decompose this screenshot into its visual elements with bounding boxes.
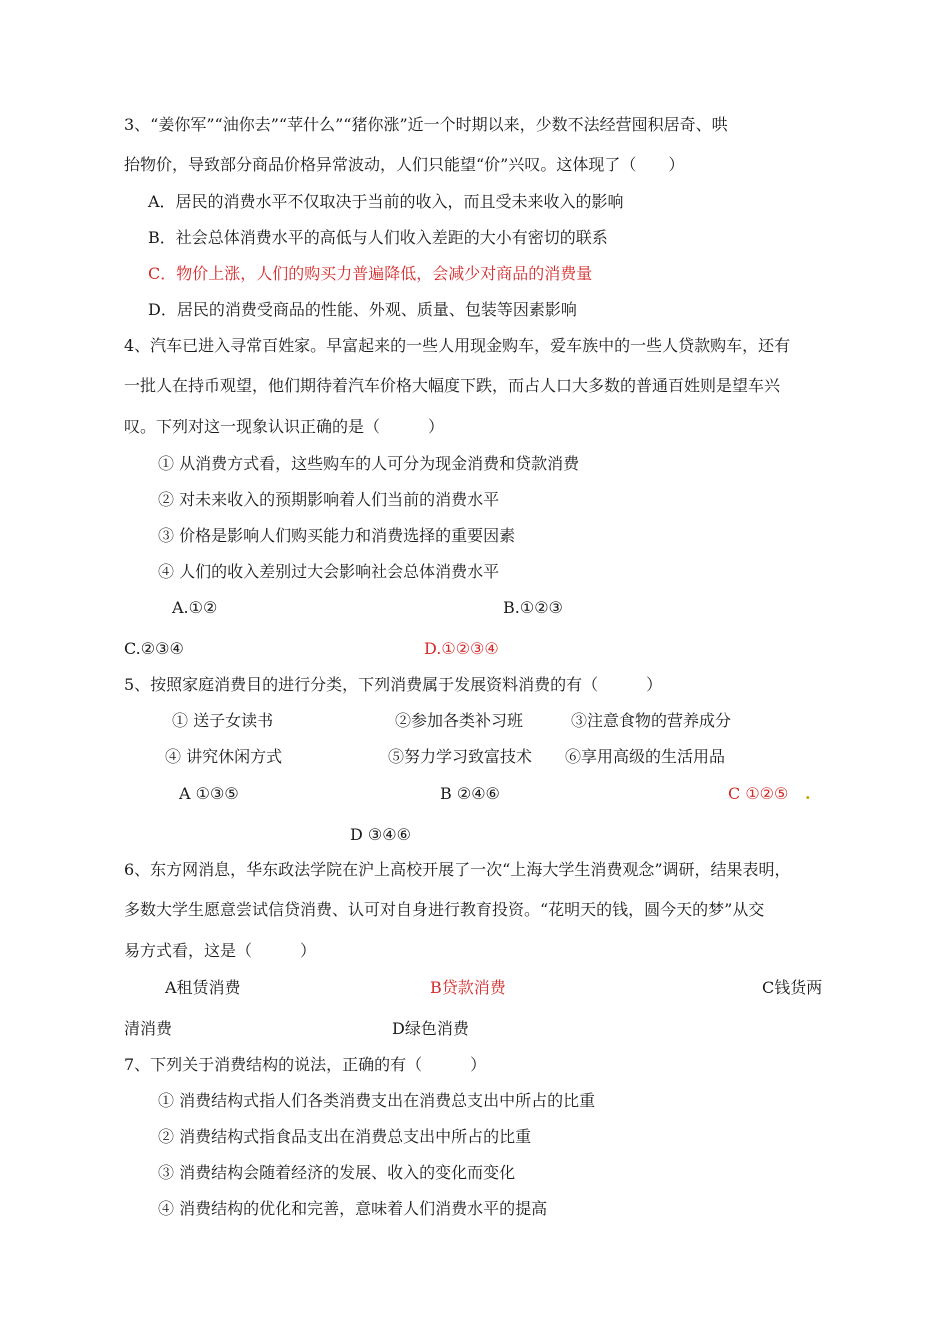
q6-stem-line2: 多数大学生愿意尝试信贷消费、认可对自身进行教育投资。“花明天的钱，圆今天的梦”从交 (124, 900, 765, 919)
q7-stem: 7、下列关于消费结构的说法，正确的有（ ） (124, 1055, 487, 1074)
q6-option-b-answer: B贷款消费 (430, 978, 506, 997)
q6-option-a: A租赁消费 (165, 978, 241, 997)
q5-option-c-answer: C ①②⑤ (728, 784, 789, 803)
q4-option-b: B.①②③ (503, 598, 563, 617)
q5-item-1: ① 送子女读书 (172, 711, 274, 730)
q6-stem-line1: 6、东方网消息，华东政法学院在沪上高校开展了一次“上海大学生消费观念”调研，结果表明， (124, 860, 791, 879)
q5-stem: 5、按照家庭消费目的进行分类，下列消费属于发展资料消费的有（ ） (124, 675, 663, 694)
q4-option-d-answer: D.①②③④ (424, 639, 499, 658)
q3-option-a: A．居民的消费水平不仅取决于当前的收入，而且受未来收入的影响 (148, 192, 624, 211)
q5-marker-dot: . (805, 784, 811, 803)
q4-item-3: ③ 价格是影响人们购买能力和消费选择的重要因素 (158, 526, 516, 545)
q4-stem-line3: 叹。下列对这一现象认识正确的是（ ） (124, 417, 445, 436)
q5-item-4: ④ 讲究休闲方式 (165, 747, 283, 766)
q4-stem-line2: 一批人在持币观望，他们期待着汽车价格大幅度下跌，而占人口大多数的普通百姓则是望车兴 (124, 376, 781, 395)
q6-option-c: C钱货两 (762, 978, 823, 997)
q3-stem-line1: 3、“姜你军”“油你去”“苹什么”“猪你涨”近一个时期以来，少数不法经营囤积居奇、哄 (124, 115, 728, 134)
q3-stem-line2: 抬物价，导致部分商品价格异常波动，人们只能望“价”兴叹。这体现了（ ） (124, 155, 685, 174)
q4-item-4: ④ 人们的收入差别过大会影响社会总体消费水平 (158, 562, 500, 581)
q5-item-6: ⑥享用高级的生活用品 (565, 747, 726, 766)
q3-option-b: B．社会总体消费水平的高低与人们收入差距的大小有密切的联系 (148, 228, 608, 247)
q5-option-b: B ②④⑥ (440, 784, 500, 803)
q6-stem-line3: 易方式看，这是（ ） (124, 941, 317, 960)
q5-option-d: D ③④⑥ (350, 825, 411, 844)
q7-item-2: ② 消费结构式指食品支出在消费总支出中所占的比重 (158, 1127, 532, 1146)
q6-option-d: D绿色消费 (392, 1019, 469, 1038)
q5-option-a: A ①③⑤ (179, 784, 239, 803)
q4-stem-line1: 4、汽车已进入寻常百姓家。早富起来的一些人用现金购车，爱车族中的一些人贷款购车，还有 (124, 336, 791, 355)
q4-option-a: A.①② (172, 598, 218, 617)
q7-item-1: ① 消费结构式指人们各类消费支出在消费总支出中所占的比重 (158, 1091, 596, 1110)
q5-item-3: ③注意食物的营养成分 (571, 711, 732, 730)
q5-item-2: ②参加各类补习班 (395, 711, 524, 730)
q7-item-3: ③ 消费结构会随着经济的发展、收入的变化而变化 (158, 1163, 516, 1182)
q7-item-4: ④ 消费结构的优化和完善，意味着人们消费水平的提高 (158, 1199, 548, 1218)
q4-item-1: ① 从消费方式看，这些购车的人可分为现金消费和贷款消费 (158, 454, 580, 473)
q3-option-c-answer: C．物价上涨，人们的购买力普遍降低，会减少对商品的消费量 (148, 264, 593, 283)
q3-option-d: D．居民的消费受商品的性能、外观、质量、包装等因素影响 (148, 300, 577, 319)
q6-option-c-continued: 清消费 (124, 1019, 173, 1038)
q4-item-2: ② 对未来收入的预期影响着人们当前的消费水平 (158, 490, 500, 509)
q4-option-c: C.②③④ (124, 639, 184, 658)
q5-item-5: ⑤努力学习致富技术 (388, 747, 533, 766)
